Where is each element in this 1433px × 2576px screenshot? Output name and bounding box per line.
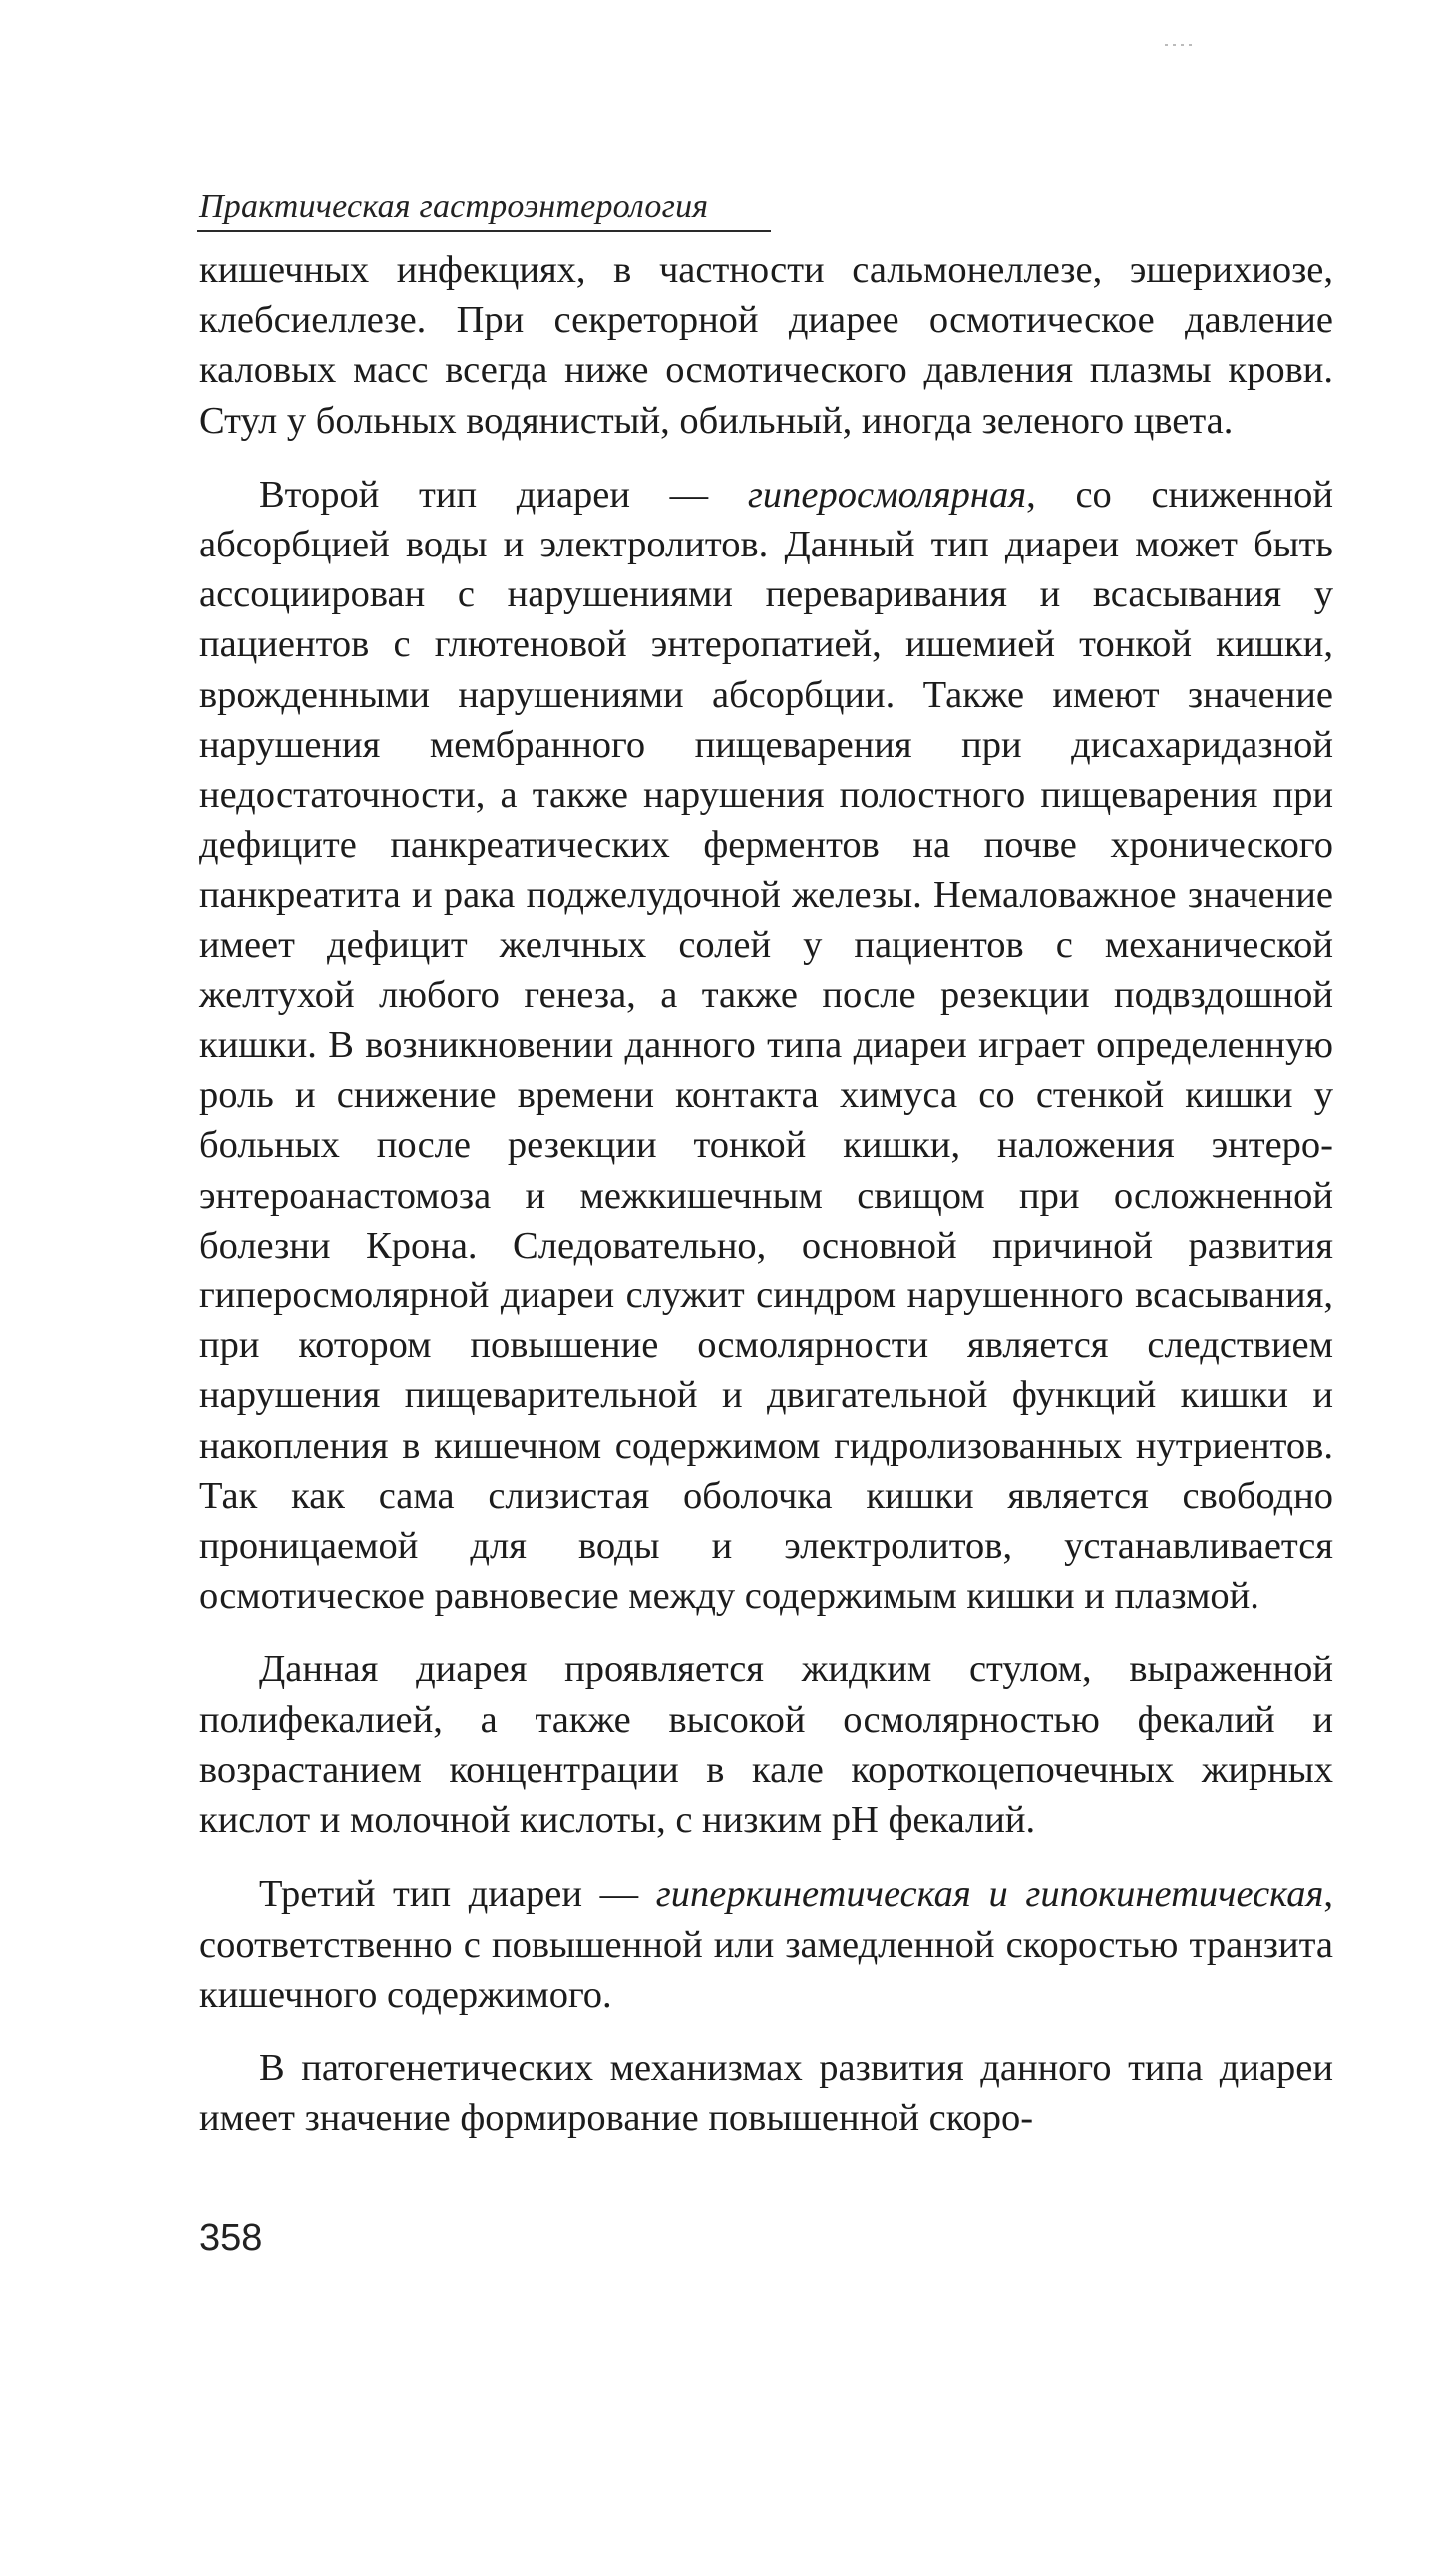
paragraph-hyperkinetic: [199, 1869, 1333, 2020]
paragraph-body: , со сниженной абсорбцией воды и электролитов. Данный тип диареи может быть ассоциирован с нарушениями переваривания и всасывания у пациентов с глютеновой энтеропатией, ишемией тонкой кишки, врожденными нарушениями абсорбции. Также имеют значение нарушения мембранного пищеварения при дисахаридазной недостаточности, а также нарушения полостного пищеварения при дефиците панкреатических ферментов на почве хронического панкреатита и рака поджелудочной железы. Немаловажное значение имеет дефицит желчных солей у пациентов с механической желтухой любого генеза, а также после резекции подвздошной кишки. В возникновении данного типа диареи играет определенную роль и снижение времени контакта химуса со стенкой кишки у больных после резекции тонкой кишки, наложения энтеро-энтероанастомоза и межкишечным свищом при осложненной болезни Крона. Следовательно, основной причиной развития гиперосмолярной диареи служит синдром нарушенного всасывания, при котором повышение осмолярности является следствием нарушения пищеварительной и двигательной функций кишки и накопления в кишечном содержимом гидролизованных нутриентов. Так как сама слизистая оболочка кишки является свободно проницаемой для воды и электролитов, устанавливается осмотическое равновесие между содержимым кишки и плазмой.: [199, 473, 1334, 1618]
running-head-rule: [197, 230, 771, 232]
paragraph-manifestation: Данная диарея проявляется жидким стулом, выраженной полифекалией, а также высокой осмолярностью фекалий и возрастанием концентрации в кале короткоцепочечных жирных кислот и молочной кислоты, с низким pH фекалий.: [199, 1649, 1333, 1842]
body-text: [199, 245, 1333, 2167]
paragraph-body: , соответственно с повышенной или замедленной скоростью транзита кишечного содержимого.: [199, 1873, 1333, 2016]
paragraph-continued: кишечных инфекциях, в частности сальмонеллезе, эшерихиозе, клебсиеллезе. При секреторной диарее осмотическое давление каловых масс всегда ниже осмотического давления плазмы крови. Стул у больных водянистый, обильный, иногда зеленого цвета.: [199, 249, 1333, 442]
page-number: 358: [199, 2217, 263, 2259]
running-head: Практическая гастроэнтерология: [199, 188, 709, 225]
term-hyperkinetic: гиперкинетическая и гипокинетическая: [655, 1873, 1324, 1916]
paragraph-pathogenesis: В патогенетических механизмах развития данного типа диареи имеет значение формирование повышенной скоро-: [199, 2046, 1333, 2140]
paragraph-hyperosmolar: [199, 470, 1333, 1622]
paragraph-lead: Второй тип диареи —: [259, 473, 748, 516]
paragraph-lead: Третий тип диареи —: [259, 1873, 656, 1916]
term-hyperosmolar: гиперосмолярная: [747, 473, 1027, 516]
scan-speck: [1165, 44, 1193, 46]
